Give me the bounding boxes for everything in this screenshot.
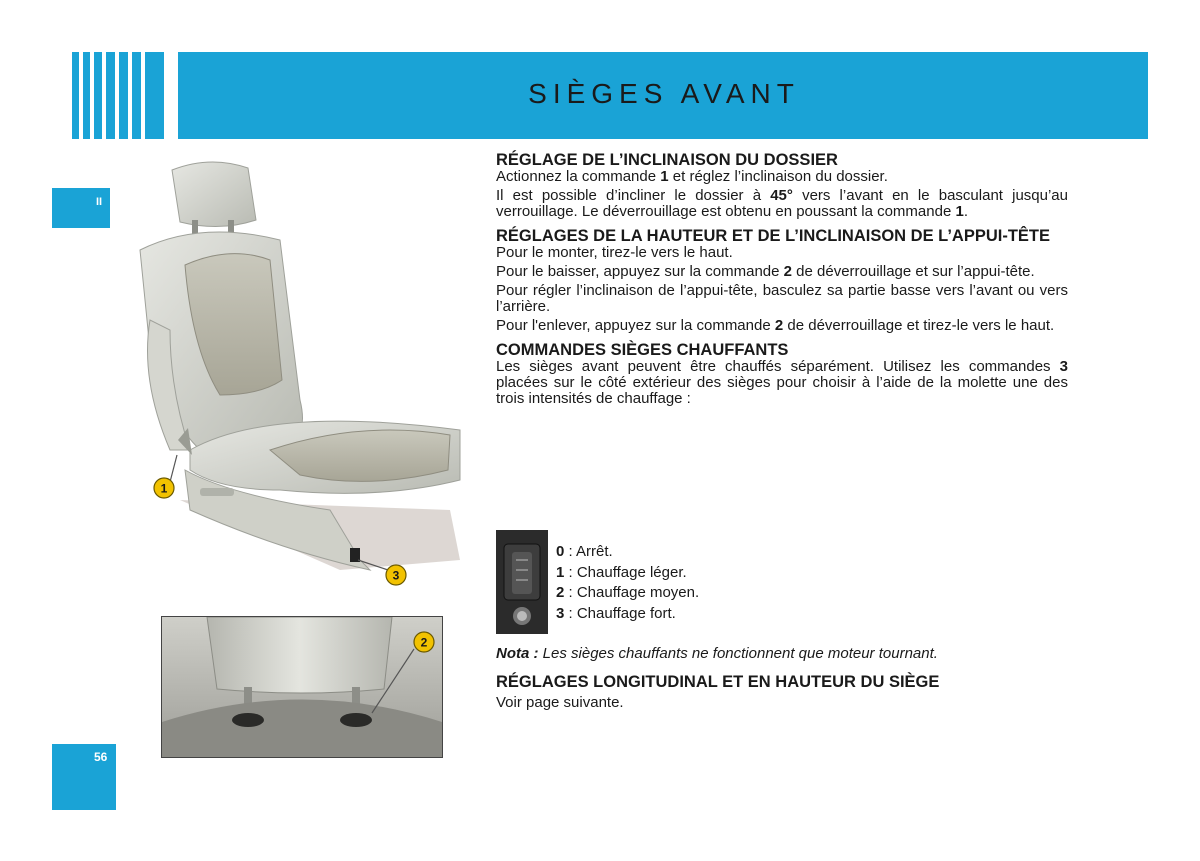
paragraph: Actionnez la commande 1 et réglez l’inclinaison du dossier. [496,168,888,185]
section-title: RÉGLAGE DE L’INCLINAISON DU DOSSIER [496,151,838,169]
section-headrest [496,228,1068,334]
header-stripe [90,52,94,139]
list-item: 0 : Arrêt. [556,543,613,560]
callout-2 [412,630,436,654]
list-item: 3 : Chauffage fort. [556,604,676,622]
paragraph: Pour le monter, tirez-le vers le haut. [496,244,733,261]
heating-knob-image [496,530,548,634]
callout-1 [152,476,176,500]
header-banner [68,52,1148,139]
text-column [496,152,1068,415]
header-stripe [79,52,83,139]
section-title: RÉGLAGES DE LA HAUTEUR ET DE L’INCLINAISON DE L’APPUI-TÊTE [496,227,1051,245]
svg-text:1: 1 [160,481,168,496]
header-stripe [141,52,145,139]
list-item: 1 : Chauffage léger. [556,563,687,581]
header-stripe [102,52,106,139]
page-number-tab [52,744,116,810]
paragraph: Pour le baisser, appuyez sur la commande 2 de déverrouillage et sur l’appui-tête. [496,263,1035,280]
section-longitudinal [496,673,1068,711]
paragraph: Il est possible d’incliner le dossier à 45° vers l’avant en le basculant jusqu’au verrouillage. Le déverrouillage est obtenu en poussant la commande 1. [496,187,1068,220]
paragraph: Pour l'enlever, appuyez sur la commande 2 de déverrouillage et tirez-le vers le haut. [496,317,1055,334]
paragraph: Voir page suivante. [496,694,624,711]
section-heated-seats [496,342,1068,407]
header-stripe [68,52,72,139]
page-title: SIÈGES AVANT [528,78,800,109]
seat-illustration [130,150,470,600]
section-title: COMMANDES SIÈGES CHAUFFANTS [496,341,789,359]
section-title: RÉGLAGES LONGITUDINAL ET EN HAUTEUR DU SIÈGE [496,673,940,691]
header-stripe [164,52,178,139]
header-stripe [115,52,119,139]
page-number: 56 [94,750,108,764]
chapter-tab: II [52,188,110,228]
headrest-detail-image [161,616,443,758]
section-backrest [496,152,1068,220]
paragraph: Pour régler l’inclinaison de l’appui-tête, basculez sa partie basse vers l’avant ou vers l’arrière. [496,282,1068,315]
paragraph: Les sièges avant peuvent être chauffés séparément. Utilisez les commandes 3 placées sur le côté extérieur des sièges pour choisir à l’aide de la molette une des trois intensités de chauffage : [496,358,1068,407]
heating-levels-list [556,542,699,624]
callout-3 [384,563,408,587]
list-item: 2 : Chauffage moyen. [556,584,700,601]
header-stripe [128,52,132,139]
svg-text:3: 3 [392,568,400,583]
svg-text:2: 2 [420,635,428,650]
nota-note: Nota : Les sièges chauffants ne fonctionnent que moteur tournant. [496,645,938,662]
